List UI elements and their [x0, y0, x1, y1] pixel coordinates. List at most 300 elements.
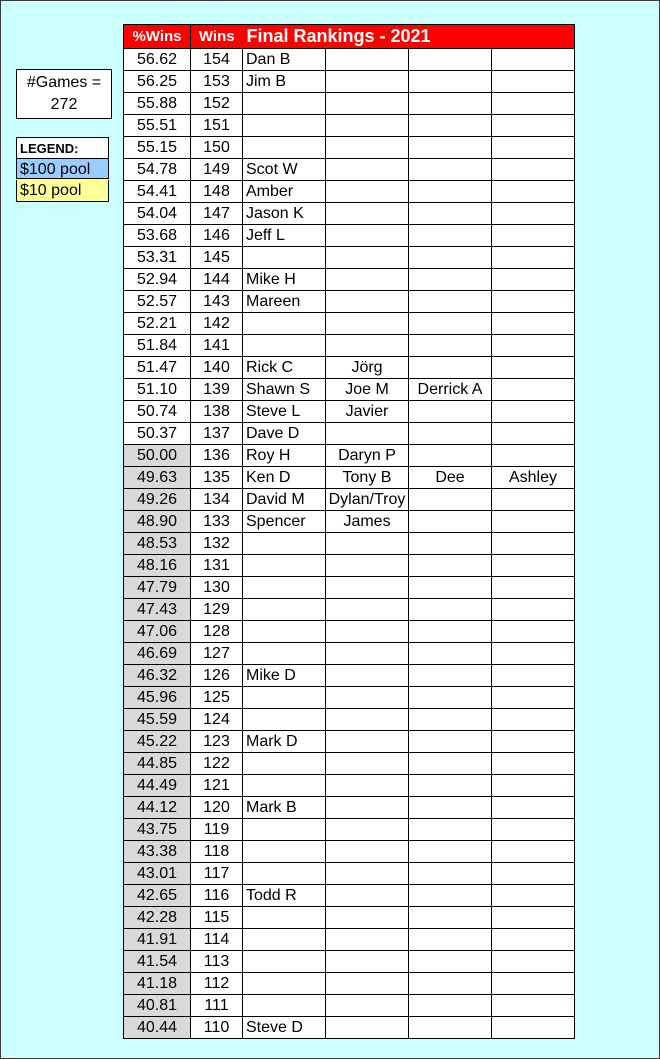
empty-cell [492, 115, 575, 137]
player-name-cell: Ashley [492, 467, 575, 489]
table-row [124, 929, 575, 951]
empty-cell [326, 247, 409, 269]
empty-cell [409, 71, 492, 93]
empty-cell [326, 577, 409, 599]
empty-cell [409, 819, 492, 841]
empty-cell [326, 159, 409, 181]
empty-cell [326, 115, 409, 137]
empty-cell [492, 137, 575, 159]
empty-cell [409, 445, 492, 467]
wins-cell: 153 [191, 71, 243, 93]
empty-cell [409, 731, 492, 753]
pct-wins-cell: 47.79 [124, 577, 191, 599]
rankings-table [123, 24, 575, 1039]
empty-cell [409, 533, 492, 555]
player-name-cell: Amber [243, 181, 326, 203]
player-name-cell: Javier [326, 401, 409, 423]
pct-wins-cell: 40.44 [124, 1017, 191, 1039]
player-name-cell: Dylan/Troy [326, 489, 409, 511]
empty-cell [326, 709, 409, 731]
player-name-cell: Ken D [243, 467, 326, 489]
pct-wins-cell: 48.90 [124, 511, 191, 533]
empty-cell [492, 819, 575, 841]
empty-cell [326, 643, 409, 665]
wins-cell: 144 [191, 269, 243, 291]
wins-cell: 123 [191, 731, 243, 753]
wins-cell: 138 [191, 401, 243, 423]
table-row [124, 269, 575, 291]
pct-wins-header: %Wins [124, 25, 191, 49]
legend-item-100-pool: $100 pool [16, 158, 109, 179]
empty-cell [492, 247, 575, 269]
empty-cell [409, 973, 492, 995]
empty-cell [409, 841, 492, 863]
empty-cell [243, 247, 326, 269]
empty-cell [492, 1017, 575, 1039]
pct-wins-cell: 53.31 [124, 247, 191, 269]
empty-cell [326, 49, 409, 71]
empty-cell [409, 929, 492, 951]
wins-cell: 110 [191, 1017, 243, 1039]
table-row [124, 841, 575, 863]
wins-cell: 133 [191, 511, 243, 533]
player-name-cell: Jörg [326, 357, 409, 379]
table-row [124, 159, 575, 181]
pct-wins-cell: 54.41 [124, 181, 191, 203]
pct-wins-cell: 45.59 [124, 709, 191, 731]
pct-wins-cell: 52.57 [124, 291, 191, 313]
empty-cell [326, 423, 409, 445]
empty-cell [492, 709, 575, 731]
table-row [124, 951, 575, 973]
table-row [124, 247, 575, 269]
empty-cell [409, 225, 492, 247]
player-name-cell: Jim B [243, 71, 326, 93]
wins-cell: 118 [191, 841, 243, 863]
player-name-cell: Spencer [243, 511, 326, 533]
empty-cell [326, 819, 409, 841]
table-row [124, 621, 575, 643]
empty-cell [243, 599, 326, 621]
empty-cell [492, 841, 575, 863]
empty-cell [409, 753, 492, 775]
pct-wins-cell: 41.18 [124, 973, 191, 995]
pct-wins-cell: 49.63 [124, 467, 191, 489]
player-name-cell: Steve D [243, 1017, 326, 1039]
pct-wins-cell: 43.01 [124, 863, 191, 885]
wins-header: Wins [191, 25, 243, 49]
empty-cell [409, 599, 492, 621]
empty-cell [243, 775, 326, 797]
empty-cell [492, 687, 575, 709]
empty-cell [492, 49, 575, 71]
empty-cell [409, 115, 492, 137]
games-value: 272 [50, 96, 78, 113]
empty-cell [326, 71, 409, 93]
pct-wins-cell: 41.91 [124, 929, 191, 951]
wins-cell: 154 [191, 49, 243, 71]
empty-cell [409, 907, 492, 929]
empty-cell [243, 929, 326, 951]
empty-cell [492, 159, 575, 181]
wins-cell: 122 [191, 753, 243, 775]
empty-cell [409, 885, 492, 907]
table-row [124, 995, 575, 1017]
wins-cell: 132 [191, 533, 243, 555]
empty-cell [326, 225, 409, 247]
pct-wins-cell: 44.12 [124, 797, 191, 819]
empty-cell [326, 753, 409, 775]
empty-cell [409, 687, 492, 709]
empty-cell [326, 599, 409, 621]
empty-cell [409, 203, 492, 225]
wins-cell: 113 [191, 951, 243, 973]
pct-wins-cell: 54.04 [124, 203, 191, 225]
player-name-cell: Shawn S [243, 379, 326, 401]
empty-cell [492, 797, 575, 819]
empty-cell [492, 269, 575, 291]
empty-cell [326, 995, 409, 1017]
empty-cell [492, 929, 575, 951]
table-row [124, 709, 575, 731]
empty-cell [326, 973, 409, 995]
empty-cell [326, 93, 409, 115]
wins-cell: 131 [191, 555, 243, 577]
table-row [124, 357, 575, 379]
table-row [124, 819, 575, 841]
table-row [124, 665, 575, 687]
player-name-cell: Dee [409, 467, 492, 489]
player-name-cell: Tony B [326, 467, 409, 489]
pct-wins-cell: 56.62 [124, 49, 191, 71]
games-count-box [16, 69, 112, 119]
table-row [124, 467, 575, 489]
table-row [124, 93, 575, 115]
wins-cell: 117 [191, 863, 243, 885]
empty-cell [326, 665, 409, 687]
empty-cell [492, 973, 575, 995]
player-name-cell: James [326, 511, 409, 533]
empty-cell [492, 643, 575, 665]
empty-cell [492, 181, 575, 203]
empty-cell [492, 379, 575, 401]
player-name-cell: David M [243, 489, 326, 511]
wins-cell: 142 [191, 313, 243, 335]
empty-cell [492, 533, 575, 555]
empty-cell [243, 753, 326, 775]
table-row [124, 885, 575, 907]
empty-cell [243, 313, 326, 335]
pct-wins-cell: 41.54 [124, 951, 191, 973]
empty-cell [326, 313, 409, 335]
pct-wins-cell: 53.68 [124, 225, 191, 247]
empty-cell [326, 841, 409, 863]
wins-cell: 130 [191, 577, 243, 599]
table-row [124, 1017, 575, 1039]
player-name-cell: Joe M [326, 379, 409, 401]
empty-cell [409, 137, 492, 159]
table-row [124, 687, 575, 709]
wins-cell: 129 [191, 599, 243, 621]
pct-wins-cell: 50.74 [124, 401, 191, 423]
empty-cell [409, 995, 492, 1017]
table-row [124, 511, 575, 533]
empty-cell [243, 115, 326, 137]
pct-wins-cell: 44.85 [124, 753, 191, 775]
pct-wins-cell: 55.88 [124, 93, 191, 115]
player-name-cell: Dave D [243, 423, 326, 445]
wins-cell: 149 [191, 159, 243, 181]
wins-cell: 141 [191, 335, 243, 357]
empty-cell [243, 335, 326, 357]
table-row [124, 445, 575, 467]
empty-cell [326, 137, 409, 159]
wins-cell: 151 [191, 115, 243, 137]
empty-cell [326, 907, 409, 929]
pct-wins-cell: 51.84 [124, 335, 191, 357]
pct-wins-cell: 42.28 [124, 907, 191, 929]
empty-cell [326, 533, 409, 555]
table-row [124, 115, 575, 137]
wins-cell: 127 [191, 643, 243, 665]
player-name-cell: Mike D [243, 665, 326, 687]
table-row [124, 379, 575, 401]
table-row [124, 49, 575, 71]
wins-cell: 116 [191, 885, 243, 907]
player-name-cell: Rick C [243, 357, 326, 379]
wins-cell: 119 [191, 819, 243, 841]
wins-cell: 115 [191, 907, 243, 929]
pct-wins-cell: 45.96 [124, 687, 191, 709]
wins-cell: 143 [191, 291, 243, 313]
pct-wins-cell: 49.26 [124, 489, 191, 511]
empty-cell [409, 247, 492, 269]
legend-title: LEGEND: [16, 137, 109, 158]
empty-cell [326, 555, 409, 577]
empty-cell [409, 291, 492, 313]
table-row [124, 291, 575, 313]
empty-cell [409, 621, 492, 643]
pct-wins-cell: 56.25 [124, 71, 191, 93]
empty-cell [243, 93, 326, 115]
empty-cell [326, 1017, 409, 1039]
empty-cell [492, 71, 575, 93]
empty-cell [243, 841, 326, 863]
table-row [124, 181, 575, 203]
empty-cell [409, 1017, 492, 1039]
wins-cell: 147 [191, 203, 243, 225]
header-row [124, 25, 575, 49]
table-row [124, 423, 575, 445]
player-name-cell: Mareen [243, 291, 326, 313]
table-row [124, 555, 575, 577]
table-row [124, 533, 575, 555]
empty-cell [409, 665, 492, 687]
empty-cell [243, 995, 326, 1017]
wins-cell: 128 [191, 621, 243, 643]
empty-cell [409, 511, 492, 533]
empty-cell [243, 555, 326, 577]
table-row [124, 907, 575, 929]
table-row [124, 71, 575, 93]
wins-cell: 139 [191, 379, 243, 401]
empty-cell [326, 291, 409, 313]
table-row [124, 335, 575, 357]
wins-cell: 112 [191, 973, 243, 995]
empty-cell [326, 181, 409, 203]
player-name-cell: Derrick A [409, 379, 492, 401]
pct-wins-cell: 51.10 [124, 379, 191, 401]
empty-cell [492, 665, 575, 687]
table-row [124, 225, 575, 247]
empty-cell [492, 93, 575, 115]
empty-cell [409, 49, 492, 71]
games-label: #Games = [26, 74, 102, 91]
empty-cell [409, 489, 492, 511]
player-name-cell: Scot W [243, 159, 326, 181]
empty-cell [243, 709, 326, 731]
empty-cell [492, 731, 575, 753]
empty-cell [409, 93, 492, 115]
empty-cell [243, 951, 326, 973]
table-row [124, 797, 575, 819]
wins-cell: 125 [191, 687, 243, 709]
empty-cell [492, 291, 575, 313]
empty-cell [326, 621, 409, 643]
empty-cell [243, 137, 326, 159]
table-row [124, 973, 575, 995]
empty-cell [492, 577, 575, 599]
empty-cell [492, 445, 575, 467]
empty-cell [409, 577, 492, 599]
player-name-cell: Mark D [243, 731, 326, 753]
pct-wins-cell: 50.37 [124, 423, 191, 445]
empty-cell [326, 797, 409, 819]
table-row [124, 753, 575, 775]
empty-cell [409, 335, 492, 357]
empty-cell [326, 269, 409, 291]
pct-wins-cell: 45.22 [124, 731, 191, 753]
empty-cell [492, 753, 575, 775]
pct-wins-cell: 48.16 [124, 555, 191, 577]
empty-cell [243, 973, 326, 995]
wins-cell: 120 [191, 797, 243, 819]
table-row [124, 643, 575, 665]
empty-cell [492, 863, 575, 885]
wins-cell: 145 [191, 247, 243, 269]
empty-cell [409, 709, 492, 731]
empty-cell [409, 357, 492, 379]
pct-wins-cell: 43.38 [124, 841, 191, 863]
rankings-body [124, 49, 575, 1039]
player-name-cell: Dan B [243, 49, 326, 71]
empty-cell [409, 269, 492, 291]
legend-item-10-pool: $10 pool [16, 180, 109, 202]
pct-wins-cell: 47.43 [124, 599, 191, 621]
table-row [124, 313, 575, 335]
empty-cell [326, 863, 409, 885]
empty-cell [409, 313, 492, 335]
empty-cell [492, 885, 575, 907]
table-row [124, 731, 575, 753]
wins-cell: 135 [191, 467, 243, 489]
wins-cell: 121 [191, 775, 243, 797]
table-row [124, 137, 575, 159]
pct-wins-cell: 47.06 [124, 621, 191, 643]
empty-cell [243, 863, 326, 885]
empty-cell [326, 775, 409, 797]
empty-cell [409, 643, 492, 665]
empty-cell [492, 621, 575, 643]
empty-cell [492, 555, 575, 577]
table-row [124, 489, 575, 511]
pct-wins-cell: 43.75 [124, 819, 191, 841]
empty-cell [492, 357, 575, 379]
player-name-cell: Steve L [243, 401, 326, 423]
wins-cell: 137 [191, 423, 243, 445]
pct-wins-cell: 51.47 [124, 357, 191, 379]
empty-cell [492, 907, 575, 929]
empty-cell [243, 643, 326, 665]
empty-cell [326, 731, 409, 753]
empty-cell [492, 313, 575, 335]
empty-cell [492, 203, 575, 225]
wins-cell: 111 [191, 995, 243, 1017]
empty-cell [409, 951, 492, 973]
pct-wins-cell: 40.81 [124, 995, 191, 1017]
empty-cell [326, 885, 409, 907]
empty-cell [409, 797, 492, 819]
pct-wins-cell: 46.69 [124, 643, 191, 665]
table-row [124, 775, 575, 797]
wins-cell: 150 [191, 137, 243, 159]
player-name-cell: Mike H [243, 269, 326, 291]
wins-cell: 148 [191, 181, 243, 203]
pct-wins-cell: 52.94 [124, 269, 191, 291]
wins-cell: 126 [191, 665, 243, 687]
pct-wins-cell: 44.49 [124, 775, 191, 797]
empty-cell [326, 929, 409, 951]
empty-cell [243, 533, 326, 555]
empty-cell [492, 951, 575, 973]
wins-cell: 134 [191, 489, 243, 511]
empty-cell [409, 401, 492, 423]
empty-cell [326, 951, 409, 973]
wins-cell: 152 [191, 93, 243, 115]
pct-wins-cell: 50.00 [124, 445, 191, 467]
empty-cell [409, 863, 492, 885]
empty-cell [492, 511, 575, 533]
empty-cell [243, 687, 326, 709]
empty-cell [326, 203, 409, 225]
empty-cell [492, 489, 575, 511]
table-row [124, 599, 575, 621]
empty-cell [326, 335, 409, 357]
wins-cell: 114 [191, 929, 243, 951]
empty-cell [492, 775, 575, 797]
pct-wins-cell: 55.15 [124, 137, 191, 159]
empty-cell [492, 995, 575, 1017]
pct-wins-cell: 46.32 [124, 665, 191, 687]
wins-cell: 124 [191, 709, 243, 731]
player-name-cell: Jason K [243, 203, 326, 225]
empty-cell [492, 225, 575, 247]
wins-cell: 136 [191, 445, 243, 467]
wins-cell: 140 [191, 357, 243, 379]
empty-cell [409, 555, 492, 577]
table-title: Final Rankings - 2021 [243, 25, 575, 49]
empty-cell [492, 599, 575, 621]
